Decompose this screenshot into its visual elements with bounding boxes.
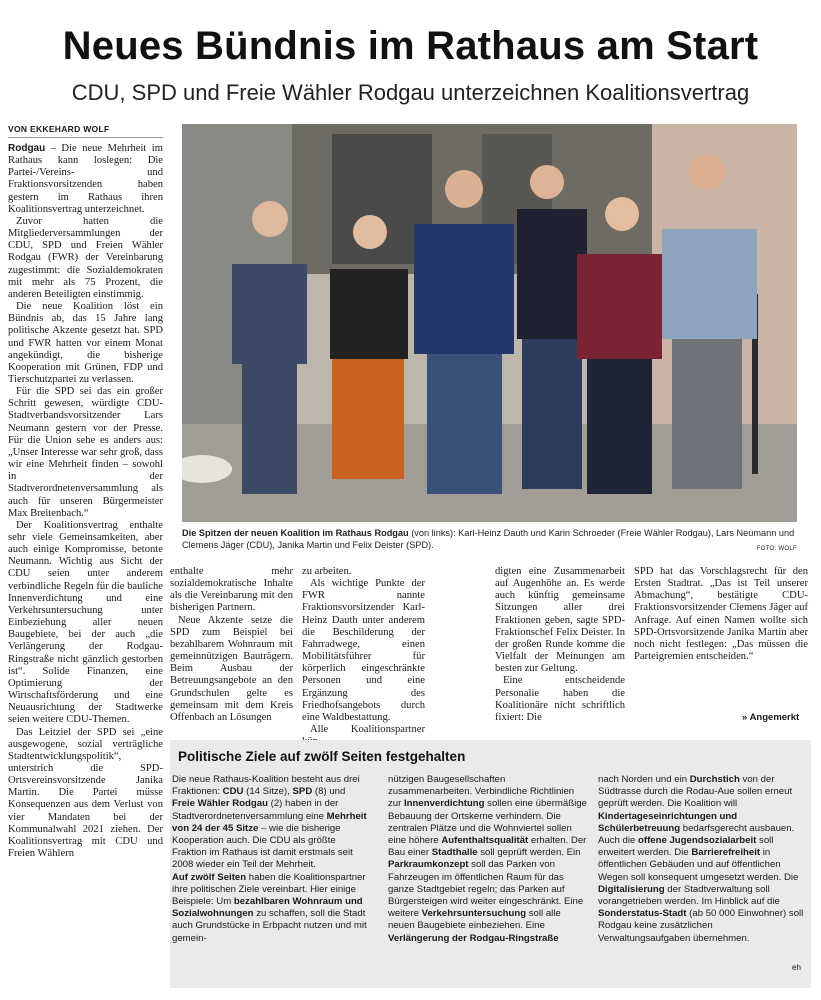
paragraph: Die neue Koalition löst ein Bündnis ab, das 15 Jahre lang politische Akzente gesetzt hat. SPD und FWR hatten vor einem Monat angekündigt, die bisherige Kooperation mit Grünen, FDP und Tierschutzpartei zu verlassen. — [8, 301, 163, 385]
article-column-4 — [495, 566, 625, 724]
info-box-column-1: Die neue Rathaus-Koalition besteht aus drei Fraktionen: CDU (14 Sitze), SPD (8) und Freie Wähler Rodgau (2) haben in der Stadtverordnetenversammlung eine Mehrheit von 24 der 45 Sitze – wie die bisherige Kooperation auch. Die CDU als größte Fraktion im Rathaus ist damit erstmals seit 2008 wieder ein Teil der Mehrheit. Auf zwölf Seiten haben die Koalitionspartner ihre politischen Ziele vereinbart. Hier einige Beispiele: Um bezahlbaren Wohnraum und Sozialwohnungen zu schaffen, soll die Stadt auch Grundstücke in Erbpacht nutzen und mit gemein- — [172, 774, 367, 944]
photo-illustration — [182, 124, 797, 522]
caption-text: (von links): Karl-Heinz Dauth und Karin Schroeder (Freie Wähler Rodgau), Lars Neumann und Clemens Jäger (CDU), Janika Martin und Felix Deister (SPD). — [182, 528, 795, 550]
paragraph: zu arbeiten. — [302, 566, 352, 577]
paragraph: Eine entscheidende Personalie haben die Koalitionäre nicht schriftlich fixiert: Die — [495, 675, 625, 723]
paragraph: enthalte mehr sozialdemokratische Inhalte als die Vereinbarung mit den bisherigen Partnern. — [170, 566, 293, 614]
subheadline: CDU, SPD und Freie Wähler Rodgau unterzeichnen Koalitionsvertrag — [71, 80, 750, 105]
angemerkt-link[interactable]: » Angemerkt — [742, 712, 800, 723]
paragraph: digten eine Zusammenarbeit auf Augenhöhe an. Es werde auch künftig gemeinsame Sitzungen aller drei Fraktionen geben, sagte SPD-Fraktionschef Felix Deister. In der großen Runde komme die Vielfalt der Meinungen am besten zur Geltung. — [495, 566, 625, 675]
article-column-5 — [634, 566, 808, 663]
author-signature: eh — [792, 963, 801, 972]
paragraph: Rodgau – Die neue Mehrheit im Rathaus kann loslegen: Die Partei-/Vereins- und Fraktionsvorsitzenden haben gestern im Rathaus ihren Koalitionsvertrag unterzeichnet. — [8, 143, 163, 215]
paragraph: Neue Akzente setze die SPD zum Beispiel bei bezahlbarem Wohnraum mit gemeinnützigen Bauträgern. Beim Ausbau der Betreuungsangebote an den Grundschulen gelte es gemeinsam mit dem Kreis Offenbach an Lösungen — [170, 614, 293, 723]
photo-caption — [182, 527, 797, 555]
article-column-2 — [170, 566, 293, 724]
headline: Neues Bündnis im Rathaus am Start — [62, 24, 759, 68]
paragraph: SPD hat das Vorschlagsrecht für den Ersten Stadtrat. „Das ist Teil unserer Abmachung“, bestätigte CDU-Fraktionsvorsitzender Clemens Jäger auf Anfrage. Auf einen Namen wollte sich SPD-Ortsvorsitzende Janika Martin aber noch nicht festlegen: „Das müssen die Parteigremien entscheiden.“ — [634, 566, 808, 663]
paragraph: Für die SPD sei das ein großer Schritt gewesen, würdigte CDU-Stadtverbandsvorsitzender Lars Neumann gestern vor der Presse. Für die Union sehe es anders aus: „Unser Interesse war sehr groß, dass wir eine Mehrheit finden – sowohl in der Stadtverordnetenversammlung als auch für unseren Bürgermeister Max Breitenbach.“ — [8, 386, 163, 519]
dateline: Rodgau — [8, 143, 46, 154]
paragraph: Als wichtige Punkte der FWR nannte Fraktionsvorsitzender Karl-Heinz Dauth unter anderem die Beschilderung der Fahrradwege, einen Mobilitätsführer für körperlich eingeschränkte Personen und eine Ergänzung des Friedhofsangebots durch eine Waldbestattung. — [302, 578, 425, 723]
info-box-column-3: nach Norden und ein Durchstich von der Südtrasse durch die Rodau-Aue sollen erneut geprüft werden. Die Koalition will Kindertageseinrichtungen und Schülerbetreuung bedarfsgerecht ausbauen. Auch die offene Jugendsozialarbeit soll erweitert werden. Die Barrierefreiheit in öffentlichen Gebäuden und auf öffentlichen Wegen soll konsequent umgesetzt werden. Die Digitalisierung der Stadtverwaltung soll vorangetrieben werden. Im Hinblick auf die Sonderstatus-Stadt (ab 50 000 Einwohner) soll Rodgau keine zusätzlichen Verwaltungsaufgaben übernehmen. — [598, 774, 804, 944]
article-column-3 — [302, 566, 425, 748]
caption-bold: Die Spitzen der neuen Koalition im Rathaus Rodgau — [182, 528, 409, 538]
byline: VON EKKEHARD WOLF — [8, 124, 163, 138]
paragraph: Der Koalitionsvertrag enthalte sehr viele Gemeinsamkeiten, aber auch einige Kompromisse, betonte Neumann. Wichtig aus Sicht der CDU seien unter anderem verbindliche Regeln für die bauliche Innenverdichtung und eine Verkehrsuntersuchung unter Einbeziehung aller neuen Baugebiete, bei der auch „die Verlängerung der Rodgau-Ringstraße nicht gänzlich gestorben ist“. Solide Finanzen, eine Optimierung der Wirtschaftsförderung und eine Neuausrichtung der Stadtwerke seien weitere CDU-Themen. — [8, 519, 163, 726]
article-column-1 — [8, 143, 163, 988]
info-box-title: Politische Ziele auf zwölf Seiten festgehalten — [178, 749, 466, 764]
photo-credit: FOTO: WOLF — [756, 546, 797, 552]
paragraph: Zuvor hatten die Mitgliederversammlungen der CDU, SPD und Freien Wähler Rodgau (FWR) der Vereinbarung zugestimmt: die Sozialdemokraten mit mehr als 75 Prozent, die anderen Beteiligten einstimmig. — [8, 215, 163, 300]
paragraph: Alle Koalitionspartner — [310, 724, 425, 736]
group-photo — [182, 124, 797, 522]
paragraph: Das Leitziel der SPD sei „eine ausgewogene, sozial verträgliche Stadtentwicklungspolitik“, unterstrich die SPD-Ortsvereinsvorsitzende Janika Martin. Die Partei müsse Konsequenzen aus dem Verlust von vier Mandaten bei der Kommunalwahl 2021 ziehen. Der Koalitionsvertrag mit CDU und Freien Wählern — [8, 726, 163, 860]
info-box-column-2: nützigen Baugesellschaften zusammenarbeiten. Verbindliche Richtlinien zur Innenverdichtung sollen eine übermäßige Bebauung der Ortskerne verhindern. Die zentralen Plätze und die Wohnviertel sollen eine höhere Aufenthaltsqualität erhalten. Der Bau einer Stadthalle soll geprüft werden. Ein Parkraumkonzept soll das Parken von Fahrzeugen im öffentlichen Raum für das ganze Stadtgebiet regeln; das Parken auf Bürgersteigen wird weiter eingeschränkt. Eine weitere Verkehrsuntersuchung soll alle neuen Baugebiete einbeziehen. Eine Verlängerung der Rodgau-Ringstraße — [388, 774, 587, 944]
